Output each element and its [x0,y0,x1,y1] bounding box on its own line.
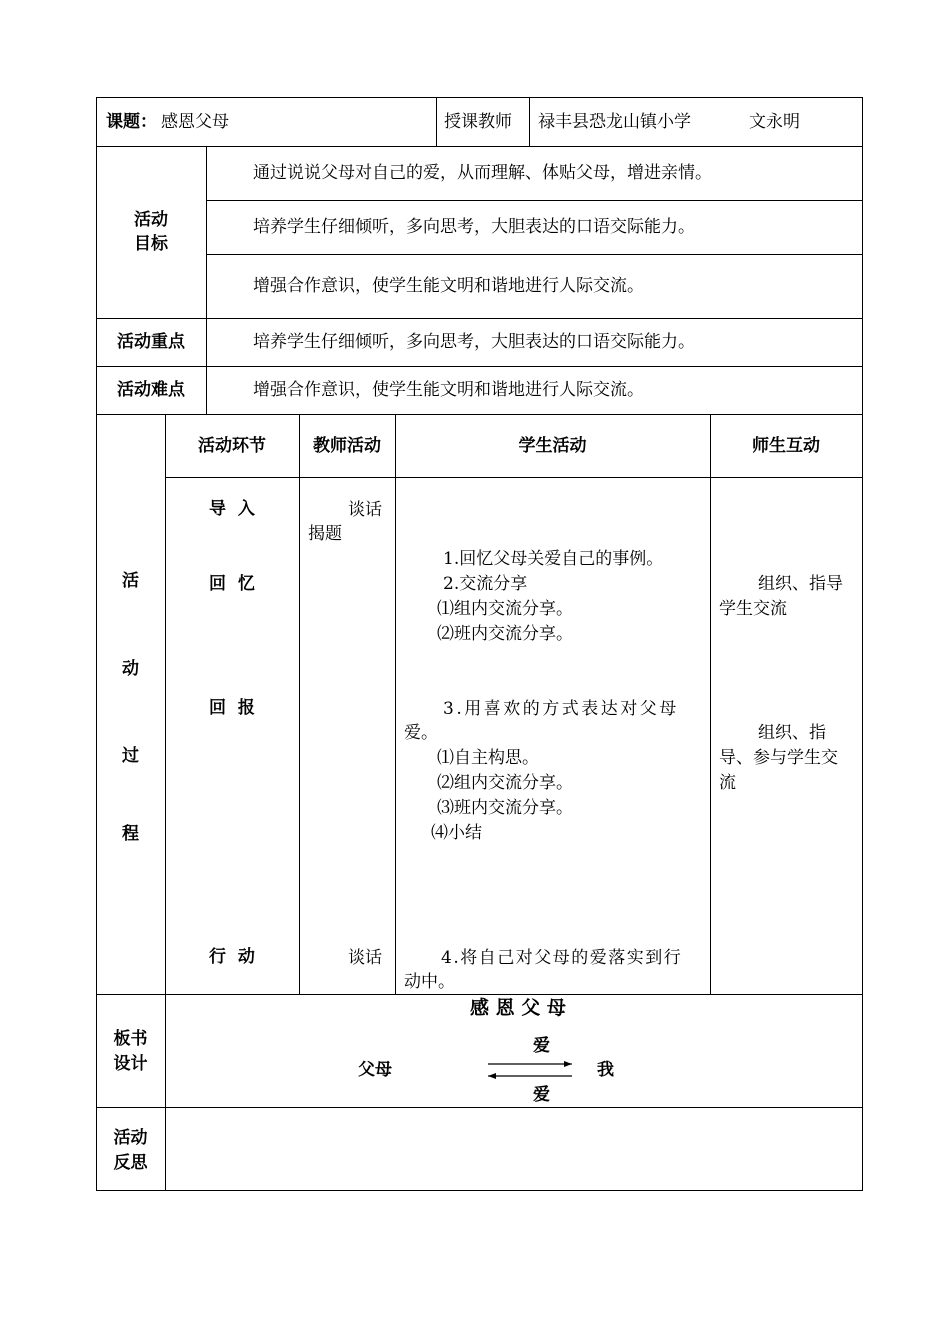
student-activity: 3.用喜欢的方式表达对父母 [443,699,679,719]
student-activity: 4.将自己对父母的爱落实到行 [441,948,683,968]
student-activity: 1.回忆父母关爱自己的事例。 [443,549,664,569]
table-border-top [96,97,863,98]
student-activity: ⑴组内交流分享。 [437,599,573,619]
column-divider [436,97,437,147]
interaction-text: 组织、指 [758,723,826,743]
reflection-label: 活动 [113,1128,148,1148]
student-activity: 2.交流分享 [443,574,528,594]
student-activity: ⑵班内交流分享。 [437,624,573,644]
focus-text: 培养学生仔细倾听，多向思考，大胆表达的口语交际能力。 [253,332,695,352]
column-divider [165,414,166,1191]
stage-recall: 回 忆 [209,574,255,594]
column-divider [206,146,207,415]
school-name: 禄丰县恐龙山镇小学 [538,112,691,132]
board-label: 设计 [113,1054,148,1074]
focus-label: 活动重点 [117,332,185,352]
board-parents: 父母 [358,1060,392,1080]
column-divider [710,414,711,995]
difficulty-label: 活动难点 [117,380,185,400]
goal-item: 增强合作意识，使学生能文明和谐地进行人际交流。 [253,276,644,296]
column-header-student: 学生活动 [518,436,587,456]
row-divider [96,994,863,995]
column-header-interaction: 师生互动 [752,436,820,456]
teacher-activity: 谈话 [348,500,382,520]
interaction-text: 导、参与学生交 [719,748,838,768]
row-divider [96,414,863,415]
process-side-label: 动 [122,659,139,679]
row-divider [96,318,863,319]
row-divider [96,1107,863,1108]
teacher-activity: 揭题 [308,524,342,544]
column-divider [299,414,300,995]
teacher-activity: 谈话 [348,948,382,968]
interaction-text: 流 [719,773,736,793]
process-side-label: 活 [122,571,139,591]
difficulty-text: 增强合作意识，使学生能文明和谐地进行人际交流。 [253,380,644,400]
student-activity: 动中。 [404,972,455,992]
column-divider [529,97,530,147]
board-title: 感 恩 父 母 [470,997,566,1019]
student-activity: ⑷小结 [431,823,482,843]
column-header-stage: 活动环节 [198,436,266,456]
student-activity: ⑶班内交流分享。 [437,798,573,818]
goals-label: 活动 [134,210,168,230]
arrow-left-head-icon [488,1073,496,1079]
topic-title: 感恩父母 [161,112,229,132]
student-activity: 爱。 [404,723,438,743]
goal-item: 培养学生仔细倾听，多向思考，大胆表达的口语交际能力。 [253,217,695,237]
process-side-label: 过 [122,746,139,766]
column-divider [395,414,396,995]
student-activity: ⑴自主构思。 [437,748,539,768]
board-love-top: 爱 [533,1036,550,1056]
interaction-text: 学生交流 [719,599,787,619]
table-border-right [862,97,863,1191]
row-divider [206,254,863,255]
goal-item: 通过说说父母对自己的爱，从而理解、体贴父母，增进亲情。 [253,163,712,183]
interaction-text: 组织、指导 [758,574,843,594]
row-divider [206,200,863,201]
stage-action: 行 动 [209,947,255,967]
process-side-label: 程 [122,824,139,844]
board-me: 我 [597,1060,614,1080]
teacher-name: 文永明 [749,112,800,132]
teacher-label: 授课教师 [444,112,512,132]
student-activity: ⑵组内交流分享。 [437,773,573,793]
board-love-bottom: 爱 [533,1085,550,1105]
stage-repay: 回 报 [209,698,255,718]
row-divider [96,366,863,367]
reflection-label: 反思 [113,1153,148,1173]
table-border-bottom [96,1190,863,1191]
arrow-right-head-icon [564,1061,572,1067]
board-label: 板书 [113,1029,148,1049]
stage-intro: 导 入 [209,499,255,519]
topic-label: 课题： [106,112,157,132]
column-header-teacher: 教师活动 [313,436,381,456]
board-arrows [480,1056,580,1086]
row-divider [96,146,863,147]
row-divider [165,477,863,478]
goals-label: 目标 [134,234,168,254]
